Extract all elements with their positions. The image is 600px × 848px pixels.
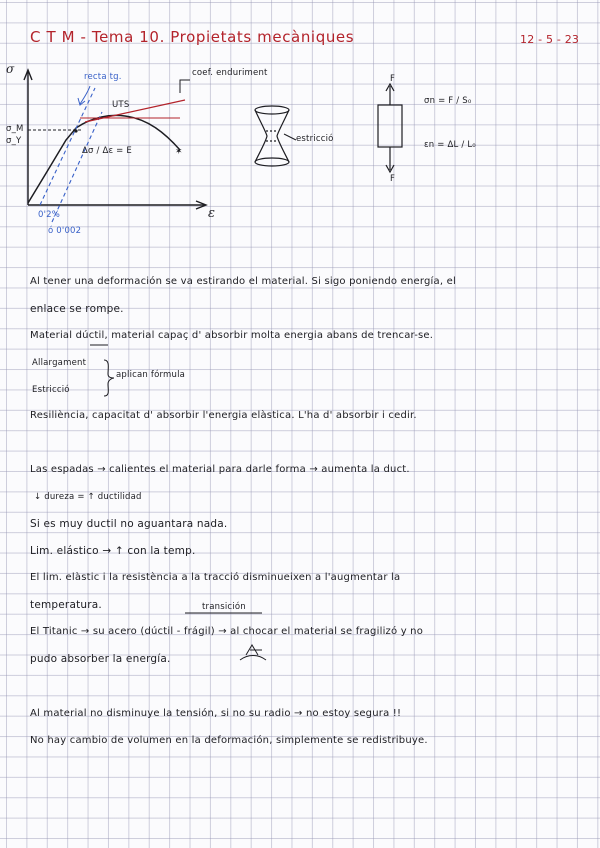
sigma-y-label: σ_Y: [6, 136, 22, 146]
note-line: El lim. elàstic i la resistència a la tracció disminueixen a l'augmentar la: [30, 572, 401, 583]
axes: [24, 70, 206, 209]
sigma-max-label: σ_M: [6, 124, 24, 134]
page-date: 12 - 5 - 23: [520, 33, 580, 46]
force-top-label: F: [390, 74, 396, 84]
note-transicion: transición: [202, 602, 246, 612]
note-line: Las espadas → calientes el material para darle forma → aumenta la duct.: [30, 464, 410, 475]
tensile-bar: [378, 84, 402, 172]
x-axis-label: ε: [208, 206, 216, 221]
bracket: [104, 360, 114, 396]
page-title: C T M - Tema 10. Propietats mecàniques: [30, 28, 355, 46]
coef-arrow: [180, 80, 190, 93]
slope-label: Δσ / Δε = E: [82, 146, 132, 156]
strain-equation: εn = ΔL / L₀: [424, 140, 476, 150]
fracture-mark: ✶: [175, 147, 183, 157]
necking-specimen: [255, 106, 289, 166]
stress-strain-curve: [28, 115, 180, 203]
uts-label: UTS: [112, 100, 130, 110]
note-line: Material dúctil, material capaç d' absorbir molta energia abans de trencar-se.: [30, 330, 434, 341]
note-allargament: Allargament: [32, 358, 87, 368]
y-axis-label: σ: [6, 62, 15, 76]
offset-percent-label: 0'2%: [38, 210, 61, 220]
note-line: No hay cambio de volumen en la deformación, simplemente se redistribuye.: [30, 735, 428, 746]
force-bottom-label: F: [390, 174, 396, 184]
titanic-doodle: [240, 645, 266, 660]
note-line: Si es muy ductil no aguantara nada.: [30, 518, 228, 530]
note-line: ↓ dureza = ↑ ductilidad: [34, 492, 142, 502]
note-line: Lim. elástico → ↑ con la temp.: [30, 545, 196, 557]
coef-enduriment-label: coef. enduriment: [192, 68, 268, 78]
offset-decimal-label: ó 0'002: [48, 226, 82, 236]
estriccio-label: estricció: [296, 134, 334, 144]
note-line: Resiliència, capacitat d' absorbir l'energia elàstica. L'ha d' absorbir i cedir.: [30, 410, 417, 421]
stress-equation: σn = F / S₀: [424, 96, 472, 106]
note-line: Al tener una deformación se va estirando el material. Si sigo poniendo energía, el: [30, 276, 456, 287]
note-line: temperatura.: [30, 599, 102, 611]
note-estriccio: Estricció: [32, 385, 70, 395]
note-line: pudo absorber la energía.: [30, 653, 171, 665]
note-line: Al material no disminuye la tensión, si no su radio → no estoy segura !!: [30, 708, 402, 719]
note-aplican-formula: aplican fórmula: [116, 370, 186, 380]
recta-tg-label: recta tg.: [84, 72, 122, 82]
note-line: enlace se rompe.: [30, 303, 124, 315]
estriccio-arrow: [284, 134, 296, 140]
note-line: El Titanic → su acero (dúctil - frágil) → al chocar el material se fragilizó y no: [30, 626, 424, 637]
